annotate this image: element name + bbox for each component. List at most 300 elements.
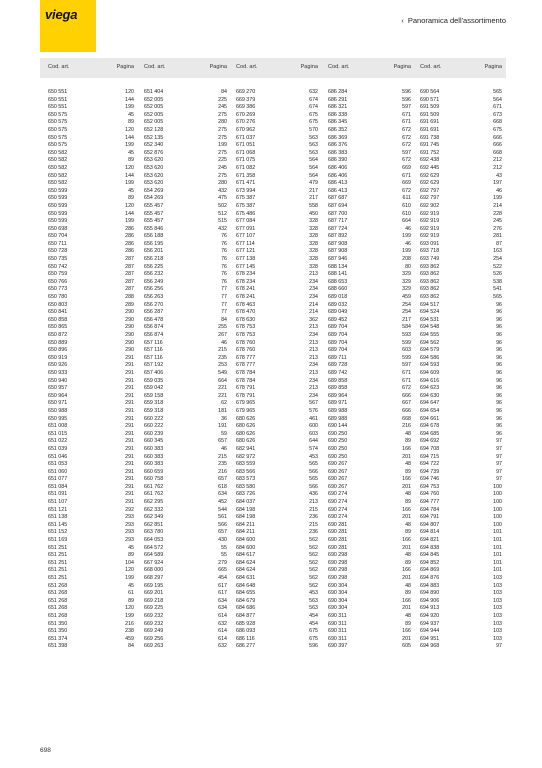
article-code-cell: 651 107 <box>48 499 68 506</box>
article-code-cell: 686 413 <box>328 180 348 187</box>
page-cell: 76 <box>221 233 227 240</box>
page-cell: 216 <box>218 468 227 475</box>
article-code-cell: 651 251 <box>48 552 68 559</box>
article-code-cell: 684 686 <box>236 605 256 612</box>
page-cell: 671 <box>402 172 411 179</box>
article-code-cell: 650 582 <box>48 157 68 164</box>
page-cell: 163 <box>493 248 502 255</box>
article-code-cell: 651 251 <box>48 567 68 574</box>
page-cell: 199 <box>125 142 134 149</box>
page-cell: 100 <box>493 491 502 498</box>
page-cell: 291 <box>125 483 134 490</box>
table-row <box>40 567 506 575</box>
article-code-cell: 651 145 <box>48 521 68 528</box>
article-code-cell: 694 791 <box>420 514 440 521</box>
article-code-cell: 694 555 <box>420 332 440 338</box>
table-row <box>40 340 506 348</box>
page-cell: 120 <box>125 567 134 574</box>
page-cell: 199 <box>125 612 134 619</box>
article-code-cell: 664 589 <box>144 552 164 559</box>
page-cell: 103 <box>493 605 502 612</box>
page-cell: 668 <box>493 119 502 126</box>
article-code-cell: 650 575 <box>48 142 68 149</box>
article-code-cell: 677 084 <box>236 218 256 225</box>
page-cell: 213 <box>309 354 318 361</box>
page-cell: 255 <box>218 324 227 331</box>
table-row <box>40 423 506 431</box>
table-row <box>40 454 506 462</box>
page-cell: 291 <box>125 392 134 399</box>
article-code-cell: 690 304 <box>328 597 348 604</box>
page-cell: 89 <box>128 597 134 604</box>
article-code-cell: 671 082 <box>236 164 256 171</box>
table-row <box>40 499 506 507</box>
article-code-cell: 671 037 <box>236 134 256 141</box>
page-cell: 576 <box>309 407 318 414</box>
article-code-cell: 650 599 <box>48 210 68 217</box>
table-row <box>40 400 506 408</box>
table-row <box>40 332 506 340</box>
page-cell: 236 <box>309 529 318 536</box>
page-cell: 120 <box>125 202 134 209</box>
table-row <box>40 256 506 264</box>
page-cell: 671 <box>402 369 411 376</box>
article-code-cell: 690 250 <box>328 438 348 445</box>
page-cell: 166 <box>402 506 411 513</box>
page-cell: 199 <box>493 195 502 202</box>
article-code-cell: 687 946 <box>328 256 348 263</box>
article-code-cell: 690 298 <box>328 567 348 574</box>
article-code-cell: 652 005 <box>144 104 164 111</box>
page-cell: 100 <box>493 499 502 506</box>
article-code-cell: 687 694 <box>328 202 348 209</box>
page-cell: 287 <box>125 263 134 270</box>
page-cell: 254 <box>402 309 411 316</box>
page-cell: 275 <box>218 134 227 141</box>
article-code-cell: 690 571 <box>420 96 440 103</box>
article-code-cell: 678 760 <box>236 339 256 346</box>
page-cell: 215 <box>218 453 227 460</box>
page-cell: 76 <box>221 263 227 270</box>
article-code-cell: 689 704 <box>328 332 348 338</box>
table-row <box>40 127 506 135</box>
table-row <box>40 598 506 606</box>
article-code-cell: 690 250 <box>328 445 348 452</box>
article-code-cell: 694 951 <box>420 635 440 642</box>
page-cell: 228 <box>493 210 502 217</box>
page-cell: 96 <box>496 400 502 407</box>
page-cell: 76 <box>221 256 227 263</box>
article-code-cell: 662 349 <box>144 514 164 521</box>
article-code-cell: 650 766 <box>48 278 68 285</box>
article-code-cell: 657 116 <box>144 347 163 354</box>
article-code-cell: 678 753 <box>236 332 256 338</box>
table-row <box>40 188 506 196</box>
table-row <box>40 613 506 621</box>
page-cell: 45 <box>128 187 134 194</box>
article-code-cell: 694 784 <box>420 506 440 513</box>
article-code-cell: 689 971 <box>328 400 348 407</box>
page-cell: 96 <box>496 362 502 369</box>
article-code-cell: 652 340 <box>144 142 164 149</box>
page-cell: 45 <box>128 582 134 589</box>
page-cell: 201 <box>402 635 411 642</box>
page-cell: 597 <box>402 362 411 369</box>
page-cell: 453 <box>309 453 318 460</box>
page-cell: 254 <box>402 301 411 308</box>
table-row <box>40 309 506 317</box>
page-cell: 97 <box>496 438 502 445</box>
article-code-cell: 650 926 <box>48 362 68 369</box>
table-row <box>40 605 506 613</box>
page-cell: 597 <box>402 149 411 156</box>
article-code-cell: 652 135 <box>144 134 164 141</box>
page-cell: 100 <box>493 514 502 521</box>
article-code-cell: 650 599 <box>48 218 68 225</box>
page-cell: 103 <box>493 620 502 627</box>
page-cell: 565 <box>309 476 318 483</box>
page-cell: 234 <box>309 377 318 384</box>
page-cell: 502 <box>218 202 227 209</box>
article-code-cell: 669 201 <box>144 590 164 597</box>
article-code-cell: 684 624 <box>236 559 256 566</box>
article-code-cell: 650 858 <box>48 316 68 323</box>
table-row <box>40 97 506 105</box>
page-cell: 87 <box>496 240 502 247</box>
page-cell: 672 <box>402 134 411 141</box>
article-code-cell: 660 659 <box>144 468 164 475</box>
article-code-cell: 659 035 <box>144 377 164 384</box>
breadcrumb[interactable] <box>401 16 506 25</box>
page-cell: 77 <box>221 286 227 293</box>
page-cell: 213 <box>309 347 318 354</box>
table-row <box>40 233 506 241</box>
article-code-cell: 686 277 <box>236 643 256 650</box>
page-cell: 672 <box>402 385 411 392</box>
article-code-cell: 689 711 <box>328 354 347 361</box>
article-code-cell: 651 046 <box>48 453 68 460</box>
page-cell: 563 <box>309 134 318 141</box>
page-cell: 562 <box>309 544 318 551</box>
table-row <box>40 294 506 302</box>
page-cell: 610 <box>402 202 411 209</box>
page-cell: 287 <box>125 286 134 293</box>
page-cell: 45 <box>128 544 134 551</box>
page-cell: 101 <box>493 529 502 536</box>
page-cell: 100 <box>493 506 502 513</box>
article-code-cell: 675 486 <box>236 210 256 217</box>
article-code-cell: 693 862 <box>420 294 440 301</box>
article-code-cell: 687 687 <box>328 195 348 202</box>
article-code-cell: 671 471 <box>236 180 256 187</box>
article-code-cell: 650 551 <box>48 89 68 95</box>
page-cell: 96 <box>496 301 502 308</box>
table-row <box>40 203 506 211</box>
article-code-cell: 684 624 <box>236 567 256 574</box>
article-code-cell: 693 862 <box>420 286 440 293</box>
page-cell: 459 <box>125 635 134 642</box>
page-cell: 234 <box>309 286 318 293</box>
article-code-cell: 652 876 <box>144 149 164 156</box>
page-cell: 671 <box>402 119 411 126</box>
page-cell: 46 <box>405 225 411 232</box>
article-code-cell: 690 281 <box>328 537 348 544</box>
page-cell: 199 <box>125 218 134 225</box>
article-code-cell: 688 653 <box>328 278 348 285</box>
page-cell: 289 <box>125 301 134 308</box>
page-cell: 96 <box>496 324 502 331</box>
page-cell: 454 <box>309 620 318 627</box>
header-page-4: Pagina <box>393 64 411 70</box>
article-code-cell: 651 022 <box>48 438 68 445</box>
page-cell: 103 <box>493 575 502 581</box>
article-code-cell: 690 397 <box>328 643 348 650</box>
article-code-cell: 670 276 <box>236 119 256 126</box>
article-code-cell: 694 852 <box>420 559 440 566</box>
article-code-cell: 673 994 <box>236 187 256 194</box>
article-code-cell: 650 728 <box>48 248 68 255</box>
page-cell: 89 <box>405 529 411 536</box>
article-code-cell: 669 263 <box>144 643 164 650</box>
article-code-cell: 660 222 <box>144 423 164 430</box>
article-code-cell: 694 609 <box>420 369 440 376</box>
table-row <box>40 104 506 112</box>
page-cell: 97 <box>496 461 502 468</box>
header-code-5: Cod. art. <box>420 64 442 70</box>
page-cell: 599 <box>402 339 411 346</box>
article-code-cell: 686 338 <box>328 111 348 118</box>
page-cell: 564 <box>309 157 318 164</box>
page-cell: 562 <box>309 559 318 566</box>
viega-logo <box>40 0 96 52</box>
article-code-cell: 651 404 <box>144 89 164 95</box>
page-cell: 46 <box>405 240 411 247</box>
page-cell: 563 <box>309 142 318 149</box>
table-row <box>40 560 506 568</box>
page-cell: 632 <box>309 89 318 95</box>
page-cell: 291 <box>125 407 134 414</box>
page-cell: 213 <box>309 324 318 331</box>
article-code-cell: 668 000 <box>144 567 164 574</box>
article-code-cell: 659 158 <box>144 392 164 399</box>
page-cell: 664 <box>218 377 227 384</box>
page-cell: 48 <box>405 552 411 559</box>
page-cell: 673 <box>493 111 502 118</box>
article-code-cell: 682 972 <box>236 453 256 460</box>
chevron-left-icon: ‹ <box>401 16 404 25</box>
page-cell: 212 <box>493 164 502 171</box>
page-cell: 454 <box>309 612 318 619</box>
page-cell: 329 <box>402 278 411 285</box>
article-code-cell: 687 892 <box>328 233 348 240</box>
page-cell: 166 <box>402 445 411 452</box>
page-cell: 215 <box>218 347 227 354</box>
page-cell: 280 <box>218 119 227 126</box>
page-cell: 62 <box>221 400 227 407</box>
page-cell: 181 <box>218 407 227 414</box>
article-code-cell: 656 270 <box>144 301 164 308</box>
table-row <box>40 317 506 325</box>
page-cell: 199 <box>125 575 134 581</box>
page-cell: 96 <box>496 430 502 437</box>
article-code-cell: 650 940 <box>48 377 68 384</box>
article-code-cell: 683 573 <box>236 476 256 483</box>
article-code-cell: 651 268 <box>48 582 68 589</box>
article-code-cell: 654 269 <box>144 195 164 202</box>
page-cell: 538 <box>493 278 502 285</box>
article-code-cell: 690 311 <box>328 620 347 627</box>
page-cell: 120 <box>125 164 134 171</box>
table-row <box>40 636 506 644</box>
article-code-cell: 684 631 <box>236 575 256 581</box>
table-row <box>40 643 506 651</box>
article-code-cell: 671 051 <box>236 142 256 149</box>
page-cell: 632 <box>218 643 227 650</box>
page-cell: 634 <box>218 491 227 498</box>
article-code-cell: 656 256 <box>144 286 164 293</box>
table-row <box>40 461 506 469</box>
article-code-cell: 694 524 <box>420 309 440 316</box>
page-cell: 599 <box>402 354 411 361</box>
page-cell: 328 <box>309 248 318 255</box>
page-cell: 97 <box>496 476 502 483</box>
page-cell: 101 <box>493 537 502 544</box>
page-cell: 201 <box>402 483 411 490</box>
article-code-cell: 659 042 <box>144 385 164 392</box>
page-cell: 84 <box>221 89 227 95</box>
table-row <box>40 195 506 203</box>
page-cell: 669 <box>402 164 411 171</box>
article-code-cell: 650 575 <box>48 134 68 141</box>
article-code-cell: 650 933 <box>48 369 68 376</box>
page-cell: 97 <box>496 643 502 650</box>
page-cell: 562 <box>309 552 318 559</box>
article-code-cell: 690 281 <box>328 521 348 528</box>
article-code-cell: 659 318 <box>144 407 164 414</box>
article-code-cell: 651 350 <box>48 628 68 635</box>
table-header <box>40 58 506 78</box>
article-code-cell: 667 924 <box>144 559 164 566</box>
article-code-cell: 669 249 <box>144 628 164 635</box>
article-code-cell: 656 225 <box>144 263 164 270</box>
page-cell: 213 <box>309 271 318 278</box>
page-cell: 291 <box>125 369 134 376</box>
page-cell: 89 <box>128 119 134 126</box>
page-cell: 101 <box>493 567 502 574</box>
table-row <box>40 545 506 553</box>
article-code-cell: 669 195 <box>144 582 164 589</box>
page-cell: 565 <box>309 461 318 468</box>
page-cell: 515 <box>218 218 227 225</box>
page-cell: 657 <box>218 476 227 483</box>
page-cell: 166 <box>402 567 411 574</box>
page-cell: 291 <box>125 423 134 430</box>
article-code-cell: 661 762 <box>144 483 164 490</box>
page-cell: 290 <box>125 309 134 316</box>
page-cell: 144 <box>125 134 134 141</box>
page-cell: 96 <box>496 309 502 316</box>
article-code-cell: 656 249 <box>144 278 164 285</box>
page-cell: 610 <box>402 210 411 217</box>
article-code-cell: 690 274 <box>328 491 348 498</box>
page-cell: 89 <box>405 620 411 627</box>
article-code-cell: 653 620 <box>144 157 164 164</box>
article-code-cell: 691 509 <box>420 104 440 111</box>
article-code-cell: 694 647 <box>420 400 440 407</box>
page-cell: 48 <box>405 461 411 468</box>
article-code-cell: 686 321 <box>328 104 348 111</box>
page-cell: 564 <box>309 164 318 171</box>
page-cell: 55 <box>221 552 227 559</box>
table-row <box>40 302 506 310</box>
header-page-2: Pagina <box>209 64 227 70</box>
page-cell: 77 <box>221 301 227 308</box>
article-code-cell: 684 600 <box>236 537 256 544</box>
page-cell: 104 <box>125 559 134 566</box>
page-cell: 201 <box>402 544 411 551</box>
article-code-cell: 694 593 <box>420 362 440 369</box>
article-code-cell: 690 304 <box>328 582 348 589</box>
page-cell: 235 <box>218 354 227 361</box>
page-cell: 454 <box>218 575 227 581</box>
article-code-cell: 692 629 <box>420 172 440 179</box>
page-cell: 291 <box>125 400 134 407</box>
article-code-cell: 668 297 <box>144 575 164 581</box>
page-cell: 291 <box>125 476 134 483</box>
article-code-cell: 684 198 <box>236 506 256 513</box>
article-code-cell: 690 250 <box>328 453 348 460</box>
article-code-cell: 689 018 <box>328 294 348 301</box>
page-cell: 275 <box>218 111 227 118</box>
article-code-cell: 694 920 <box>420 612 440 619</box>
page-cell: 544 <box>218 506 227 513</box>
article-code-cell: 656 188 <box>144 233 164 240</box>
page-cell: 634 <box>218 605 227 612</box>
page-cell: 293 <box>125 537 134 544</box>
page-cell: 436 <box>309 491 318 498</box>
article-code-cell: 690 311 <box>328 628 347 635</box>
page-cell: 245 <box>218 104 227 111</box>
article-code-cell: 693 862 <box>420 271 440 278</box>
article-code-cell: 693 091 <box>420 240 440 247</box>
page-cell: 567 <box>309 400 318 407</box>
page-cell: 96 <box>496 347 502 354</box>
article-code-cell: 694 739 <box>420 468 440 475</box>
page-cell: 291 <box>125 354 134 361</box>
page-cell: 213 <box>309 499 318 506</box>
article-code-cell: 686 390 <box>328 157 348 164</box>
article-table <box>40 89 506 651</box>
page-cell: 450 <box>309 210 318 217</box>
article-code-cell: 651 152 <box>48 529 68 536</box>
article-code-cell: 651 268 <box>48 612 68 619</box>
article-code-cell: 675 387 <box>236 195 256 202</box>
page-cell: 59 <box>221 430 227 437</box>
article-code-cell: 677 138 <box>236 256 256 263</box>
page-cell: 600 <box>309 423 318 430</box>
article-code-cell: 656 874 <box>144 324 164 331</box>
article-code-cell: 650 599 <box>48 202 68 209</box>
page-cell: 329 <box>402 271 411 278</box>
page-cell: 254 <box>493 256 502 263</box>
article-code-cell: 651 077 <box>48 476 68 483</box>
page-cell: 144 <box>125 172 134 179</box>
page-cell: 674 <box>309 96 318 103</box>
article-code-cell: 694 777 <box>420 499 440 506</box>
article-code-cell: 694 906 <box>420 597 440 604</box>
page-cell: 89 <box>405 590 411 597</box>
article-code-cell: 694 579 <box>420 347 440 354</box>
